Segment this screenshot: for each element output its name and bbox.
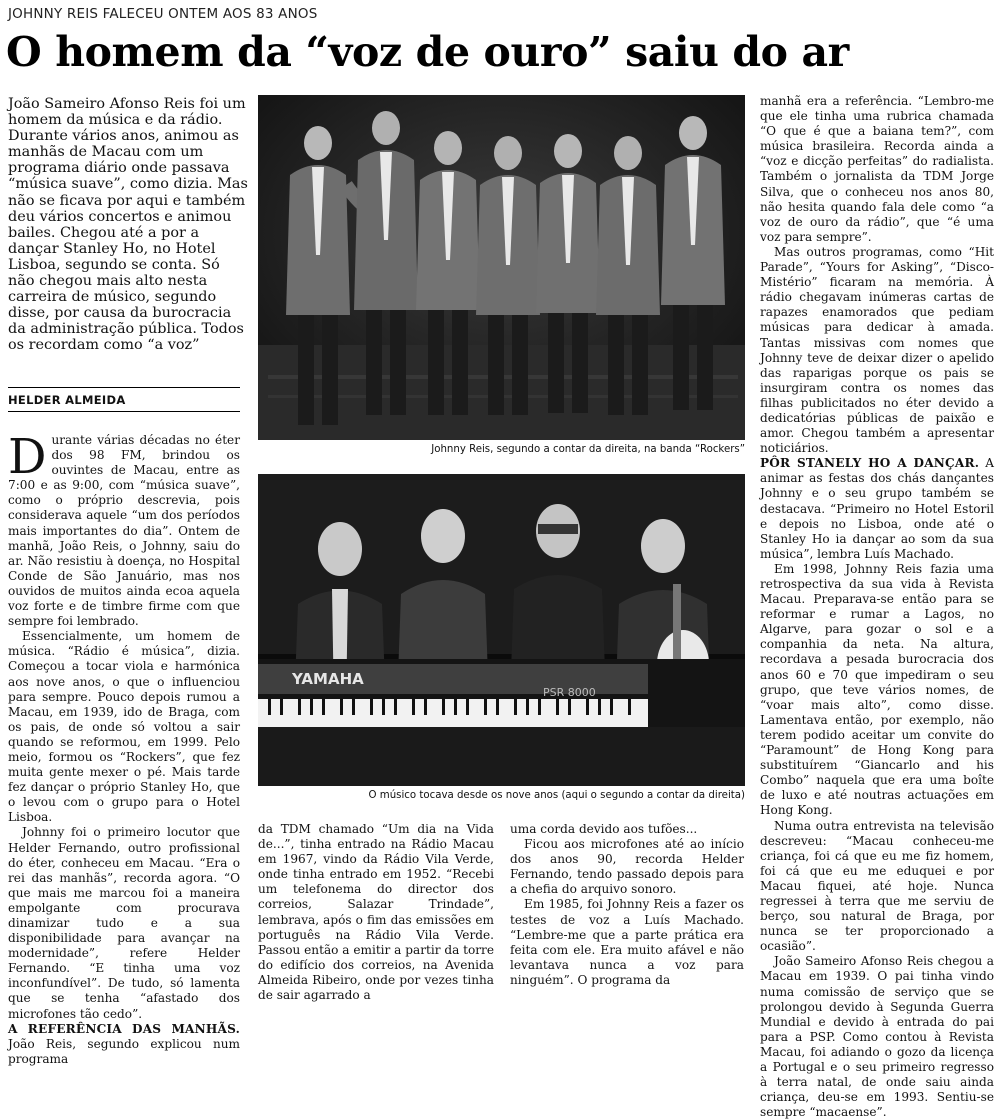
article-column-4 — [760, 94, 994, 1120]
musicians-photo-illustration — [258, 474, 745, 786]
byline: HELDER ALMEIDA — [8, 393, 126, 407]
article-paragraph: Em 1998, Johnny Reis fazia uma retrospectiva da sua vida à Revista Macau. Preparava-se então para se reformar e rumar a Lagos, no Algarve, para gozar o sol e a companhia da neta. Na altura, recordava a pesada burocracia dos anos 60 e 70 que impediram o seu grupo, que teve vários nomes, de “voar mais alto”, como disse. Lamentava então, por exemplo, não terem podido aceitar um convite do “Paramount” de Hong Kong para substituírem “Giancarlo and his Combo” naquela que era uma boîte de luxo e até noutras actuações em Hong Kong. — [760, 561, 994, 818]
psr-label: PSR 8000 — [543, 686, 596, 699]
article-paragraph: Mas outros programas, como “Hit Parade”, “Yours for Asking”, “Disco-Mistério” ficaram na memória. À rádio chegavam inúmeras cartas de rapazes enamorados que pediam músicas para dedicar à amada. Tantas missivas com nomes que Johnny teve de deixar dizer o apelido das raparigas porque os pais se insurgiram contra os nomes das filhas publicitados no éter devido a dedicatórias públicas de paixão e amor. Chegou também a apresentar noticiários. — [760, 244, 994, 456]
article-paragraph: Numa outra entrevista na televisão descreveu: “Macau conheceu-me criança, foi cá que eu me fiz homem, foi cá que eu me eduquei e por Macau fiquei, até hoje. Nunca regressei à terra que me serviu de berço, sou natural de Braga, por nunca se ter proporcionado a ocasião”. — [760, 818, 994, 954]
article-paragraph: uma corda devido aos tufões... — [510, 822, 698, 836]
photo-band-rockers — [258, 95, 745, 440]
article-paragraph: da TDM chamado “Um dia na Vida de...”, tinha entrado na Rádio Macau em 1967, vindo da Rádio Vila Verde, onde tinha entrado em 1952. “Recebi um telefonema do director dos correios, Salazar Trindade”, lembrava, após o fim das emissões em português na Rádio Vila Verde. Passou então a emitir a partir da torre do edifício dos correios, na Avenida Almeida Ribeiro, onde por vezes tinha de sair agarrado a — [258, 822, 494, 1003]
paragraph-text: urante várias décadas no éter dos 98 FM, brindou os ouvintes de Macau, entre as 7:00 e as 9:00, com “música suave”, como o próprio descrevia, pois considerava aquele “um dos períodos mais importantes do dia”. Ontem de manhã, João Reis, o Johnny, saiu do ar. Não resistiu à doença, no Hospital Conde de São Januário, mas nos ouvidos de muitos ainda ecoa aquela voz forte e de timbre firme com que sempre foi lembrado. — [8, 433, 240, 629]
photo-caption: O músico tocava desde os nove anos (aqui o segundo a contar da direita) — [368, 790, 745, 801]
article-paragraph: manhã era a referência. “Lembro-me que ele tinha uma rubrica chamada “O que é que a baiana tem?”, com música brasileira. Recorda ainda a “voz e dicção perfeitas” do radialista. Também o jornalista da TDM Jorge Silva, que o conheceu nos anos 80, não hesita quando fala dele como “a voz de ouro da rádio”, que “é uma voz para sempre”. — [760, 94, 994, 244]
headline: O homem da “voz de ouro” saiu do ar — [6, 28, 849, 76]
yamaha-label: YAMAHA — [292, 670, 364, 688]
paragraph-text: João Reis, segundo explicou num programa — [8, 1036, 240, 1066]
article-paragraph: Ficou aos microfones até ao início dos anos 90, recorda Helder Fernando, tendo passado depois para a chefia do arquivo sonoro. — [510, 837, 744, 897]
drop-cap: D — [8, 429, 47, 485]
photo-musicians — [258, 474, 745, 786]
lead-paragraph: João Sameiro Afonso Reis foi um homem da música e da rádio. Durante vários anos, animou as manhãs de Macau com um programa diário onde passava “música suave”, como dizia. Mas não se ficava por aqui e também deu vários concertos e animou bailes. Chegou até a por a dançar Stanley Ho, no Hotel Lisboa, segundo se conta. Só não chegou mais alto nesta carreira de músico, segundo disse, por causa da burocracia da administração pública. Todos os recordam como “a voz” — [8, 96, 248, 354]
article-paragraph — [8, 429, 240, 629]
subheading: A REFERÊNCIA DAS MANHÃS. — [8, 1021, 240, 1036]
article-paragraph — [8, 1022, 240, 1067]
article-column-1 — [8, 429, 240, 1067]
byline-box — [8, 387, 240, 412]
article-column-2 — [258, 822, 494, 1003]
article-paragraph — [760, 456, 994, 562]
article-paragraph: Essencialmente, um homem de música. “Rádio é música”, dizia. Começou a tocar viola e harmónica aos nove anos, o que o influenciou para sempre. Pouco depois rumou a Macau, em 1939, ido de Braga, com os pais, de onde só voltou a sair quando se reformou, em 1999. Pelo meio, formou os “Rockers”, que fez muita gente mexer o pé. Mais tarde fez dançar o próprio Stanley Ho, que o levou com o grupo para o Hotel Lisboa. — [8, 629, 240, 825]
paragraph-text: A animar as festas dos chás dançantes Johnny e o seu grupo também se destacava. “Primeiro no Hotel Estoril e depois no Lisboa, onde até o Stanley Ho ia dançar ao som da sua música”, lembra Luís Machado. — [760, 456, 995, 561]
kicker: JOHNNY REIS FALECEU ONTEM AOS 83 ANOS — [8, 6, 318, 22]
band-photo-illustration — [258, 95, 745, 440]
article-paragraph: Em 1985, foi Johnny Reis a fazer os testes de voz a Luís Machado. “Lembre-me que a parte prática era feita com ele. Era muito afável e não levantava nunca a voz para ninguém”. O programa da — [510, 897, 744, 987]
subheading: PÔR STANELY HO A DANÇAR. — [760, 456, 980, 471]
photo-caption: Johnny Reis, segundo a contar da direita, na banda “Rockers” — [431, 444, 745, 455]
article-paragraph: João Sameiro Afonso Reis chegou a Macau em 1939. O pai tinha vindo numa comissão de serviço que se prolongou devido à Segunda Guerra Mundial e devido à entrada do pai para a PSP. Como contou à Revista Macau, foi adiando o gozo da licença a Portugal e o seu primeiro regresso à terra natal, de onde saiu ainda criança, deu-se em 1993. Sentiu-se sempre “macaense”. — [760, 954, 994, 1120]
article-paragraph: Johnny foi o primeiro locutor que Helder Fernando, outro profissional do éter, conheceu em Macau. “Era o rei das manhãs”, recorda agora. “O que mais me marcou foi a maneira empolgante com procurava dinamizar tudo e a sua disponibilidade para avançar na modernidade”, refere Helder Fernando. “E tinha uma voz inconfundível”. De tudo, só lamenta que se tenha “afastado dos microfones tão cedo”. — [8, 825, 240, 1021]
article-column-3 — [510, 822, 744, 988]
